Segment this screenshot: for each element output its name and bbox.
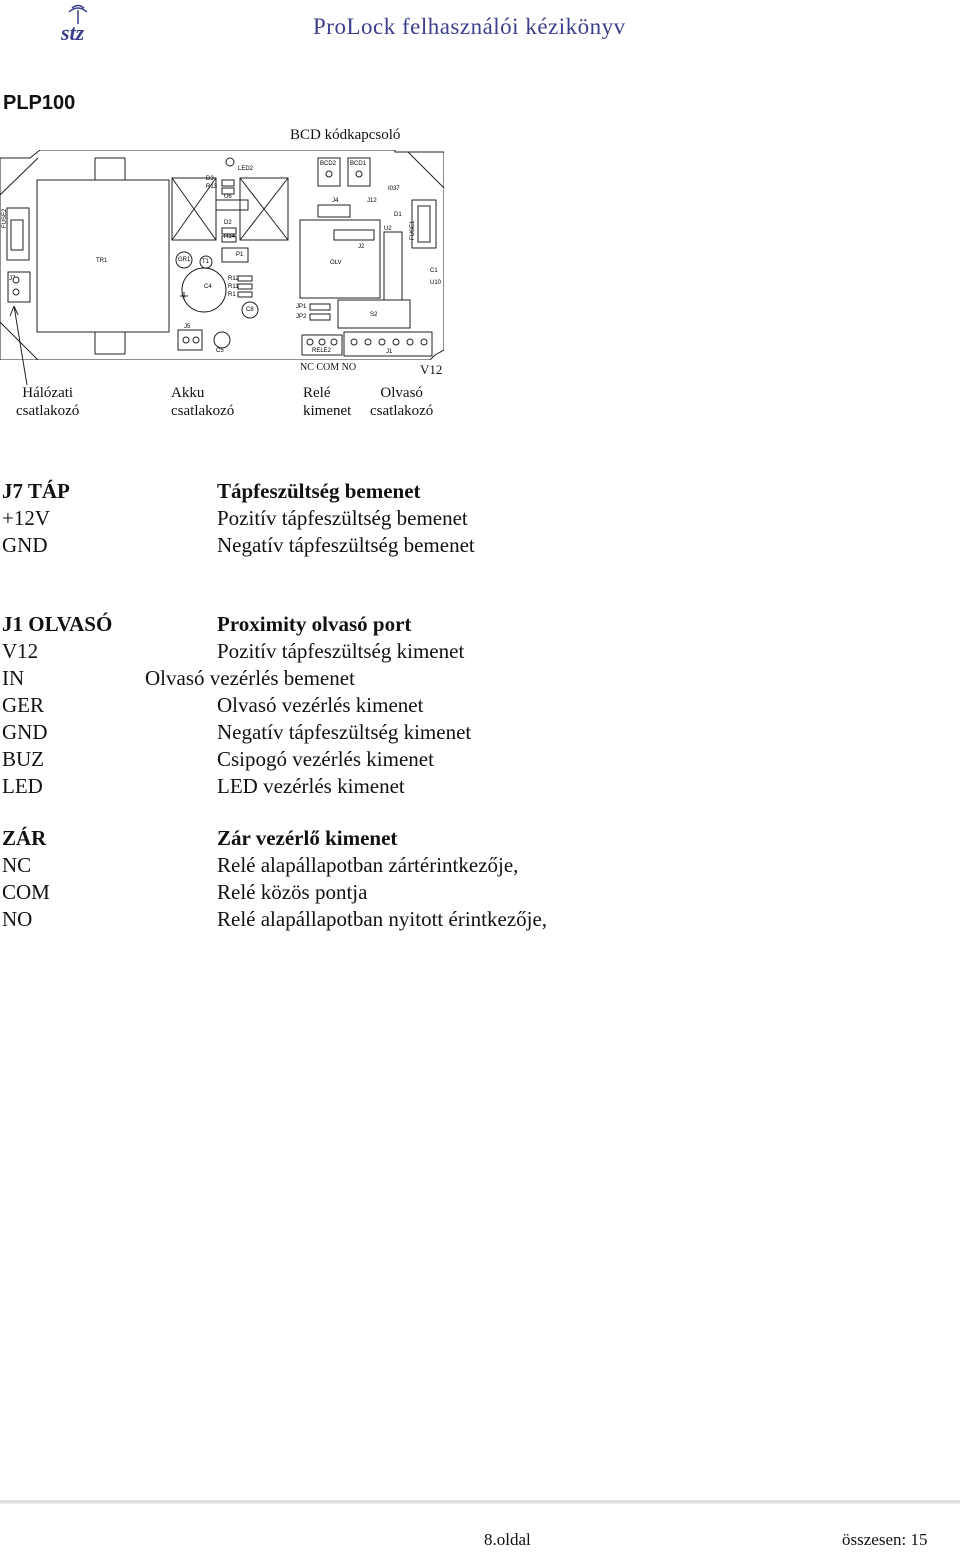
connector-line2: csatlakozó bbox=[370, 403, 434, 419]
connector-label bbox=[16, 384, 79, 420]
page-total: összesen: 15 bbox=[842, 1530, 928, 1549]
pin-desc: Relé közös pontja bbox=[217, 880, 368, 904]
pin-label: BUZ bbox=[2, 747, 44, 771]
pin-label: NC bbox=[2, 853, 32, 877]
logo-text: stz bbox=[61, 20, 85, 45]
label-jp1: JP1 bbox=[296, 304, 307, 310]
page-number: 8.oldal bbox=[484, 1530, 531, 1549]
label-c4: C4 bbox=[204, 284, 212, 290]
connector-line1: Akku bbox=[171, 385, 205, 401]
section-desc-zar: Zár vezérlő kimenet bbox=[217, 826, 398, 850]
label-t1: T1 bbox=[202, 259, 210, 265]
label-s2: S2 bbox=[370, 312, 378, 318]
label-j1: J1 bbox=[386, 349, 393, 355]
label-r14: R14 bbox=[224, 234, 236, 240]
label-j7: J7 bbox=[9, 276, 16, 282]
label-j12: J12 bbox=[367, 198, 377, 204]
label-u10: U10 bbox=[430, 280, 442, 286]
connector-label bbox=[370, 384, 433, 420]
v12-label: V12 bbox=[420, 362, 443, 377]
section-desc-j1: Proximity olvasó port bbox=[217, 612, 412, 636]
label-d3: D3 bbox=[206, 176, 214, 182]
pointer-lines bbox=[0, 300, 460, 390]
pin-desc: LED vezérlés kimenet bbox=[217, 774, 405, 798]
pin-label: NO bbox=[2, 907, 33, 931]
label-c1: C1 bbox=[430, 268, 438, 274]
pin-desc: Csipogó vezérlés kimenet bbox=[217, 747, 434, 771]
pin-desc: Relé alapállapotban nyitott érintkezője, bbox=[217, 907, 548, 931]
label-u2: U2 bbox=[384, 226, 392, 232]
label-p1: P1 bbox=[236, 252, 244, 258]
pin-label: LED bbox=[2, 774, 43, 798]
label-r11: R11 bbox=[228, 284, 239, 290]
pin-label: V12 bbox=[2, 639, 39, 663]
label-j2: J2 bbox=[358, 244, 365, 250]
pin-label: GND bbox=[2, 533, 48, 557]
label-j4: J4 bbox=[332, 198, 339, 204]
label-d1: D1 bbox=[394, 212, 402, 218]
label-gr1: GR1 bbox=[178, 257, 191, 263]
pin-desc: Negatív tápfeszültség kimenet bbox=[217, 720, 472, 744]
pin-desc: Olvasó vezérlés bemenet bbox=[145, 666, 355, 690]
label-c8: C8 bbox=[246, 307, 254, 313]
footer-divider bbox=[0, 1503, 960, 1504]
bcd-label: BCD kódkapcsoló bbox=[290, 127, 401, 143]
pin-label: IN bbox=[2, 666, 25, 690]
label-r13: R13 bbox=[206, 184, 218, 190]
pin-desc: Olvasó vezérlés kimenet bbox=[217, 693, 424, 717]
connector-label bbox=[171, 384, 234, 420]
pin-label: +12V bbox=[2, 506, 51, 530]
label-fuse2: FUSE2 bbox=[2, 208, 8, 228]
pin-label: GER bbox=[2, 693, 44, 717]
connector-line2: csatlakozó bbox=[16, 403, 80, 419]
label-fuse1: FUSE1 bbox=[410, 220, 416, 240]
section-label-j1: J1 OLVASÓ bbox=[2, 612, 113, 636]
connector-line2: kimenet bbox=[303, 403, 352, 419]
pin-label: COM bbox=[2, 880, 50, 904]
section-label-zar: ZÁR bbox=[2, 826, 47, 850]
connector-line1: Relé bbox=[303, 385, 331, 401]
connector-line2: csatlakozó bbox=[171, 403, 235, 419]
product-name: PLP100 bbox=[3, 92, 76, 114]
stz-logo bbox=[58, 4, 98, 46]
label-j5: J5 bbox=[184, 324, 191, 330]
label-r12: R12 bbox=[228, 276, 240, 282]
label-i037: I037 bbox=[388, 186, 400, 192]
label-u6: U6 bbox=[224, 194, 232, 200]
label-olv: OLV bbox=[330, 260, 342, 266]
pin-desc: Negatív tápfeszültség bemenet bbox=[217, 533, 475, 557]
section-desc-j7: Tápfeszültség bemenet bbox=[217, 479, 421, 503]
label-bcd1: BCD1 bbox=[350, 161, 367, 167]
connector-line1: Hálózati bbox=[22, 385, 74, 401]
label-jp2: JP2 bbox=[296, 314, 307, 320]
page-title: ProLock felhasználói kézikönyv bbox=[313, 14, 626, 39]
pin-label: GND bbox=[2, 720, 48, 744]
pin-desc: Relé alapállapotban zártérintkezője, bbox=[217, 853, 519, 877]
label-rele2: RELE2 bbox=[312, 348, 332, 354]
label-bcd2: BCD2 bbox=[320, 161, 337, 167]
relay-pin-labels: NC COM NO bbox=[300, 362, 357, 373]
pin-desc: Pozitív tápfeszültség kimenet bbox=[217, 639, 465, 663]
connector-label bbox=[303, 384, 351, 420]
label-led2: LED2 bbox=[238, 166, 254, 172]
label-tr1: TR1 bbox=[96, 258, 108, 264]
pin-desc: Pozitív tápfeszültség bemenet bbox=[217, 506, 468, 530]
label-r1: R1 bbox=[228, 292, 236, 298]
section-label-j7: J7 TÁP bbox=[2, 479, 70, 503]
label-c5: C5 bbox=[216, 348, 224, 354]
label-d2: D2 bbox=[224, 220, 232, 226]
connector-line1: Olvasó bbox=[380, 385, 423, 401]
